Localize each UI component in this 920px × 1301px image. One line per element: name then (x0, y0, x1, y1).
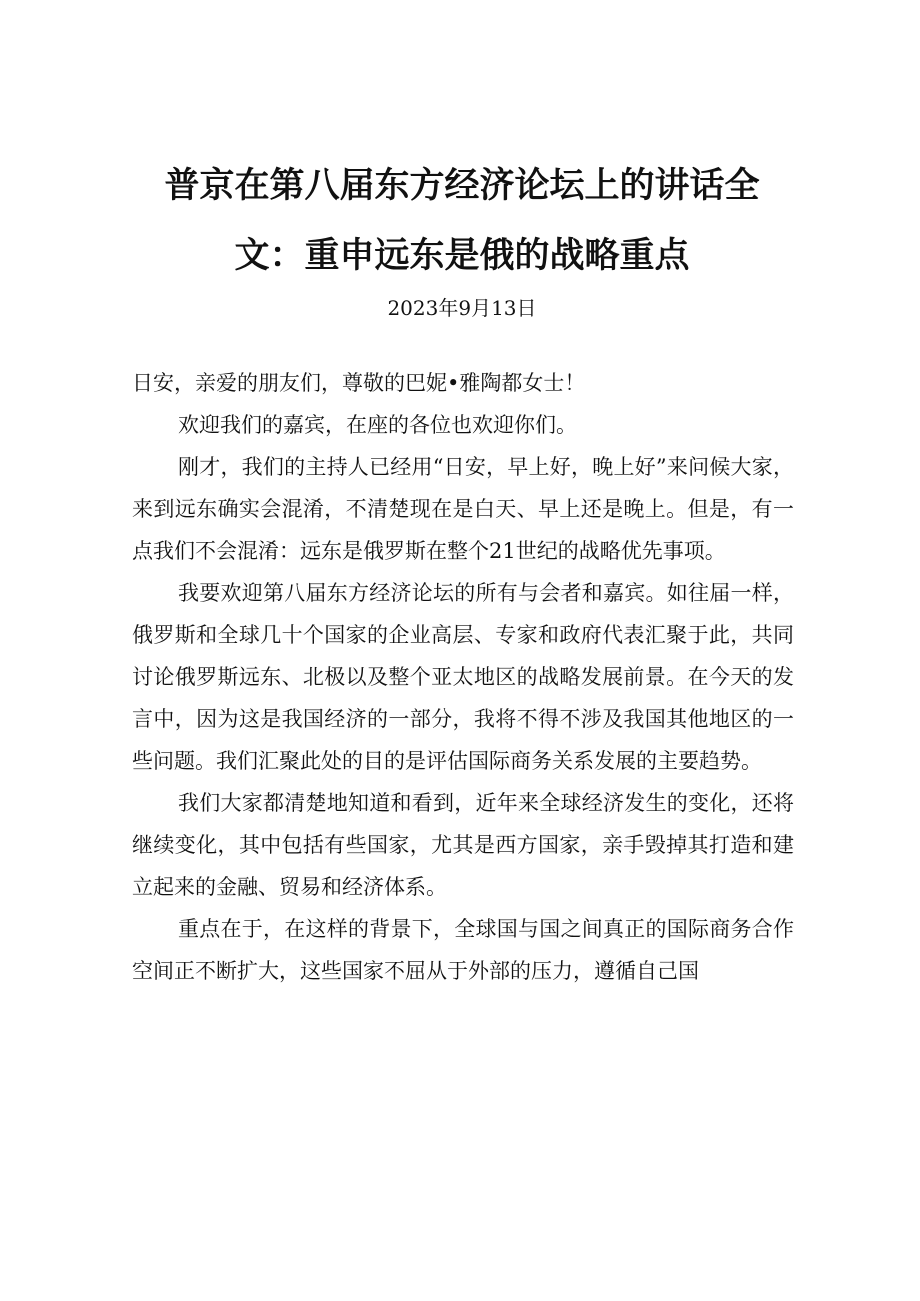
paragraph: 我要欢迎第八届东方经济论坛的所有与会者和嘉宾。如往届一样，俄罗斯和全球几十个国家的企业高层、专家和政府代表汇聚于此，共同讨论俄罗斯远东、北极以及整个亚太地区的战略发展前景。在今天的发言中，因为这是我国经济的一部分，我将不得不涉及我国其他地区的一些问题。我们汇聚此处的目的是评估国际商务关系发展的主要趋势。 (132, 581, 794, 773)
paragraph: 我们大家都清楚地知道和看到，近年来全球经济发生的变化，还将继续变化，其中包括有些国家，尤其是西方国家，亲手毁掉其打造和建立起来的金融、贸易和经济体系。 (132, 791, 794, 899)
paragraph-greeting: 日安，亲爱的朋友们，尊敬的巴妮•雅陶都女士！ (132, 371, 586, 395)
document-body (132, 362, 794, 992)
paragraph: 刚才，我们的主持人已经用“日安，早上好，晚上好”来问候大家，来到远东确实会混淆，不清楚现在是白天、早上还是晚上。但是，有一点我们不会混淆：远东是俄罗斯在整个21世纪的战略优先事项。 (132, 455, 794, 563)
document-title-line-2: 文：重申远东是俄的战略重点 (234, 236, 690, 276)
paragraph: 重点在于，在这样的背景下，全球国与国之间真正的国际商务合作空间正不断扩大，这些国家不屈从于外部的压力，遵循自己国 (132, 917, 794, 983)
document-date: 2023年9月13日 (387, 296, 537, 320)
paragraph: 欢迎我们的嘉宾，在座的各位也欢迎你们。 (178, 413, 577, 437)
document-title-line-1: 普京在第八届东方经济论坛上的讲话全 (164, 166, 760, 206)
